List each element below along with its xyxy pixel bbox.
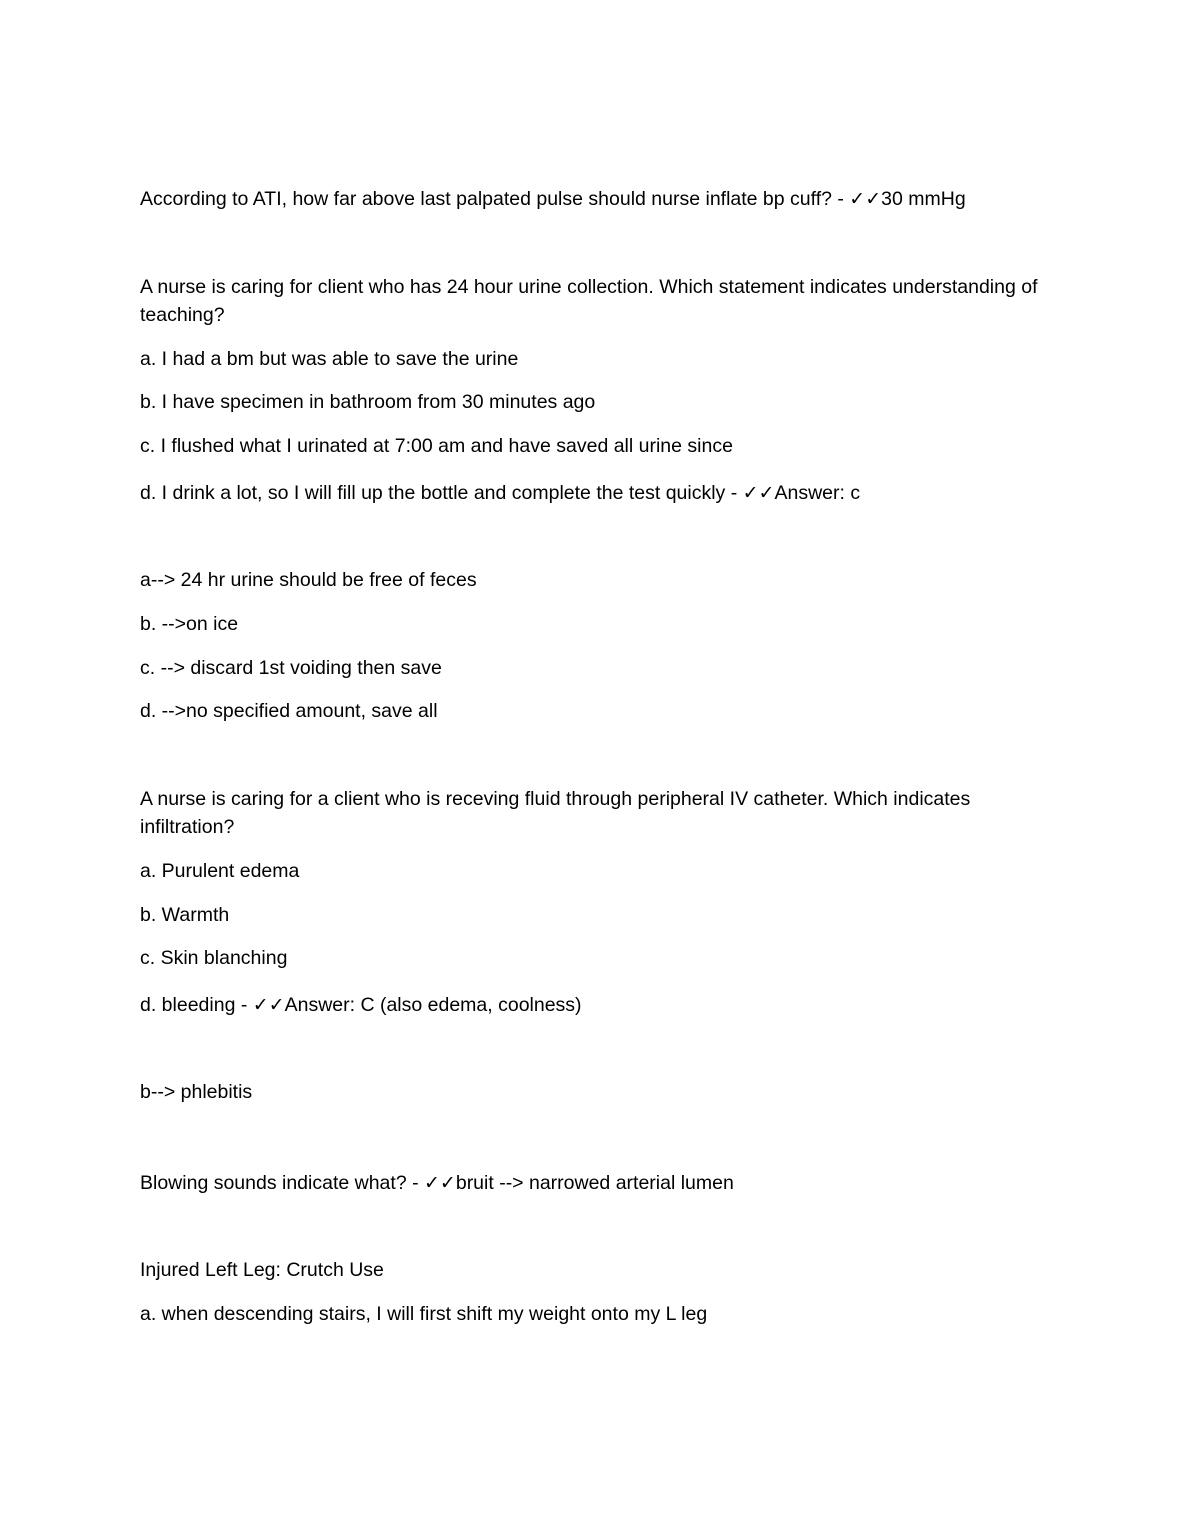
rationale-b: b--> phlebitis <box>140 1081 253 1103</box>
answer-text: bruit --> narrowed arterial lumen <box>455 1172 734 1194</box>
option-c: c. I flushed what I urinated at 7:00 am and have saved all urine since <box>140 435 733 457</box>
option-b: b. I have specimen in bathroom from 30 minutes ago <box>140 391 596 413</box>
rationale-b: b. -->on ice <box>140 613 239 635</box>
double-check-icon: ✓✓ <box>424 1172 456 1194</box>
double-check-icon: ✓✓ <box>252 994 285 1016</box>
option-text: d. bleeding - <box>140 994 253 1016</box>
option-c: c. Skin blanching <box>140 947 288 969</box>
question-text: According to ATI, how far above last palpated pulse should nurse inflate bp cuff? - <box>140 188 850 210</box>
rationale-d: d. -->no specified amount, save all <box>140 700 438 722</box>
rationale-a: a--> 24 hr urine should be free of feces <box>140 569 477 591</box>
question-text: Blowing sounds indicate what? - <box>140 1172 424 1194</box>
option-a: a. I had a bm but was able to save the urine <box>140 348 519 370</box>
option-d <box>140 991 1040 1019</box>
rationale-c: c. --> discard 1st voiding then save <box>140 657 442 679</box>
double-check-icon: ✓✓ <box>742 482 775 504</box>
double-check-icon: ✓✓ <box>849 188 882 210</box>
answer-text: Answer: c <box>774 482 861 504</box>
answer-text: Answer: C (also edema, coolness) <box>284 994 582 1016</box>
question-blowing-sounds <box>140 1169 1040 1197</box>
option-d <box>140 479 1040 507</box>
option-text: d. I drink a lot, so I will fill up the bottle and complete the test quickly - <box>140 482 743 504</box>
option-b: b. Warmth <box>140 904 230 926</box>
section-title-crutch-use: Injured Left Leg: Crutch Use <box>140 1259 384 1281</box>
option-a: a. Purulent edema <box>140 860 300 882</box>
question-bp-cuff <box>140 185 1040 213</box>
answer-text: 30 mmHg <box>881 188 966 210</box>
option-a: a. when descending stairs, I will first shift my weight onto my L leg <box>140 1303 708 1325</box>
question-urine-prompt: A nurse is caring for client who has 24 hour urine collection. Which statement indicates understanding of teaching? <box>140 276 1038 326</box>
question-iv-prompt: A nurse is caring for a client who is receving fluid through peripheral IV catheter. Which indicates infiltration? <box>140 788 971 838</box>
